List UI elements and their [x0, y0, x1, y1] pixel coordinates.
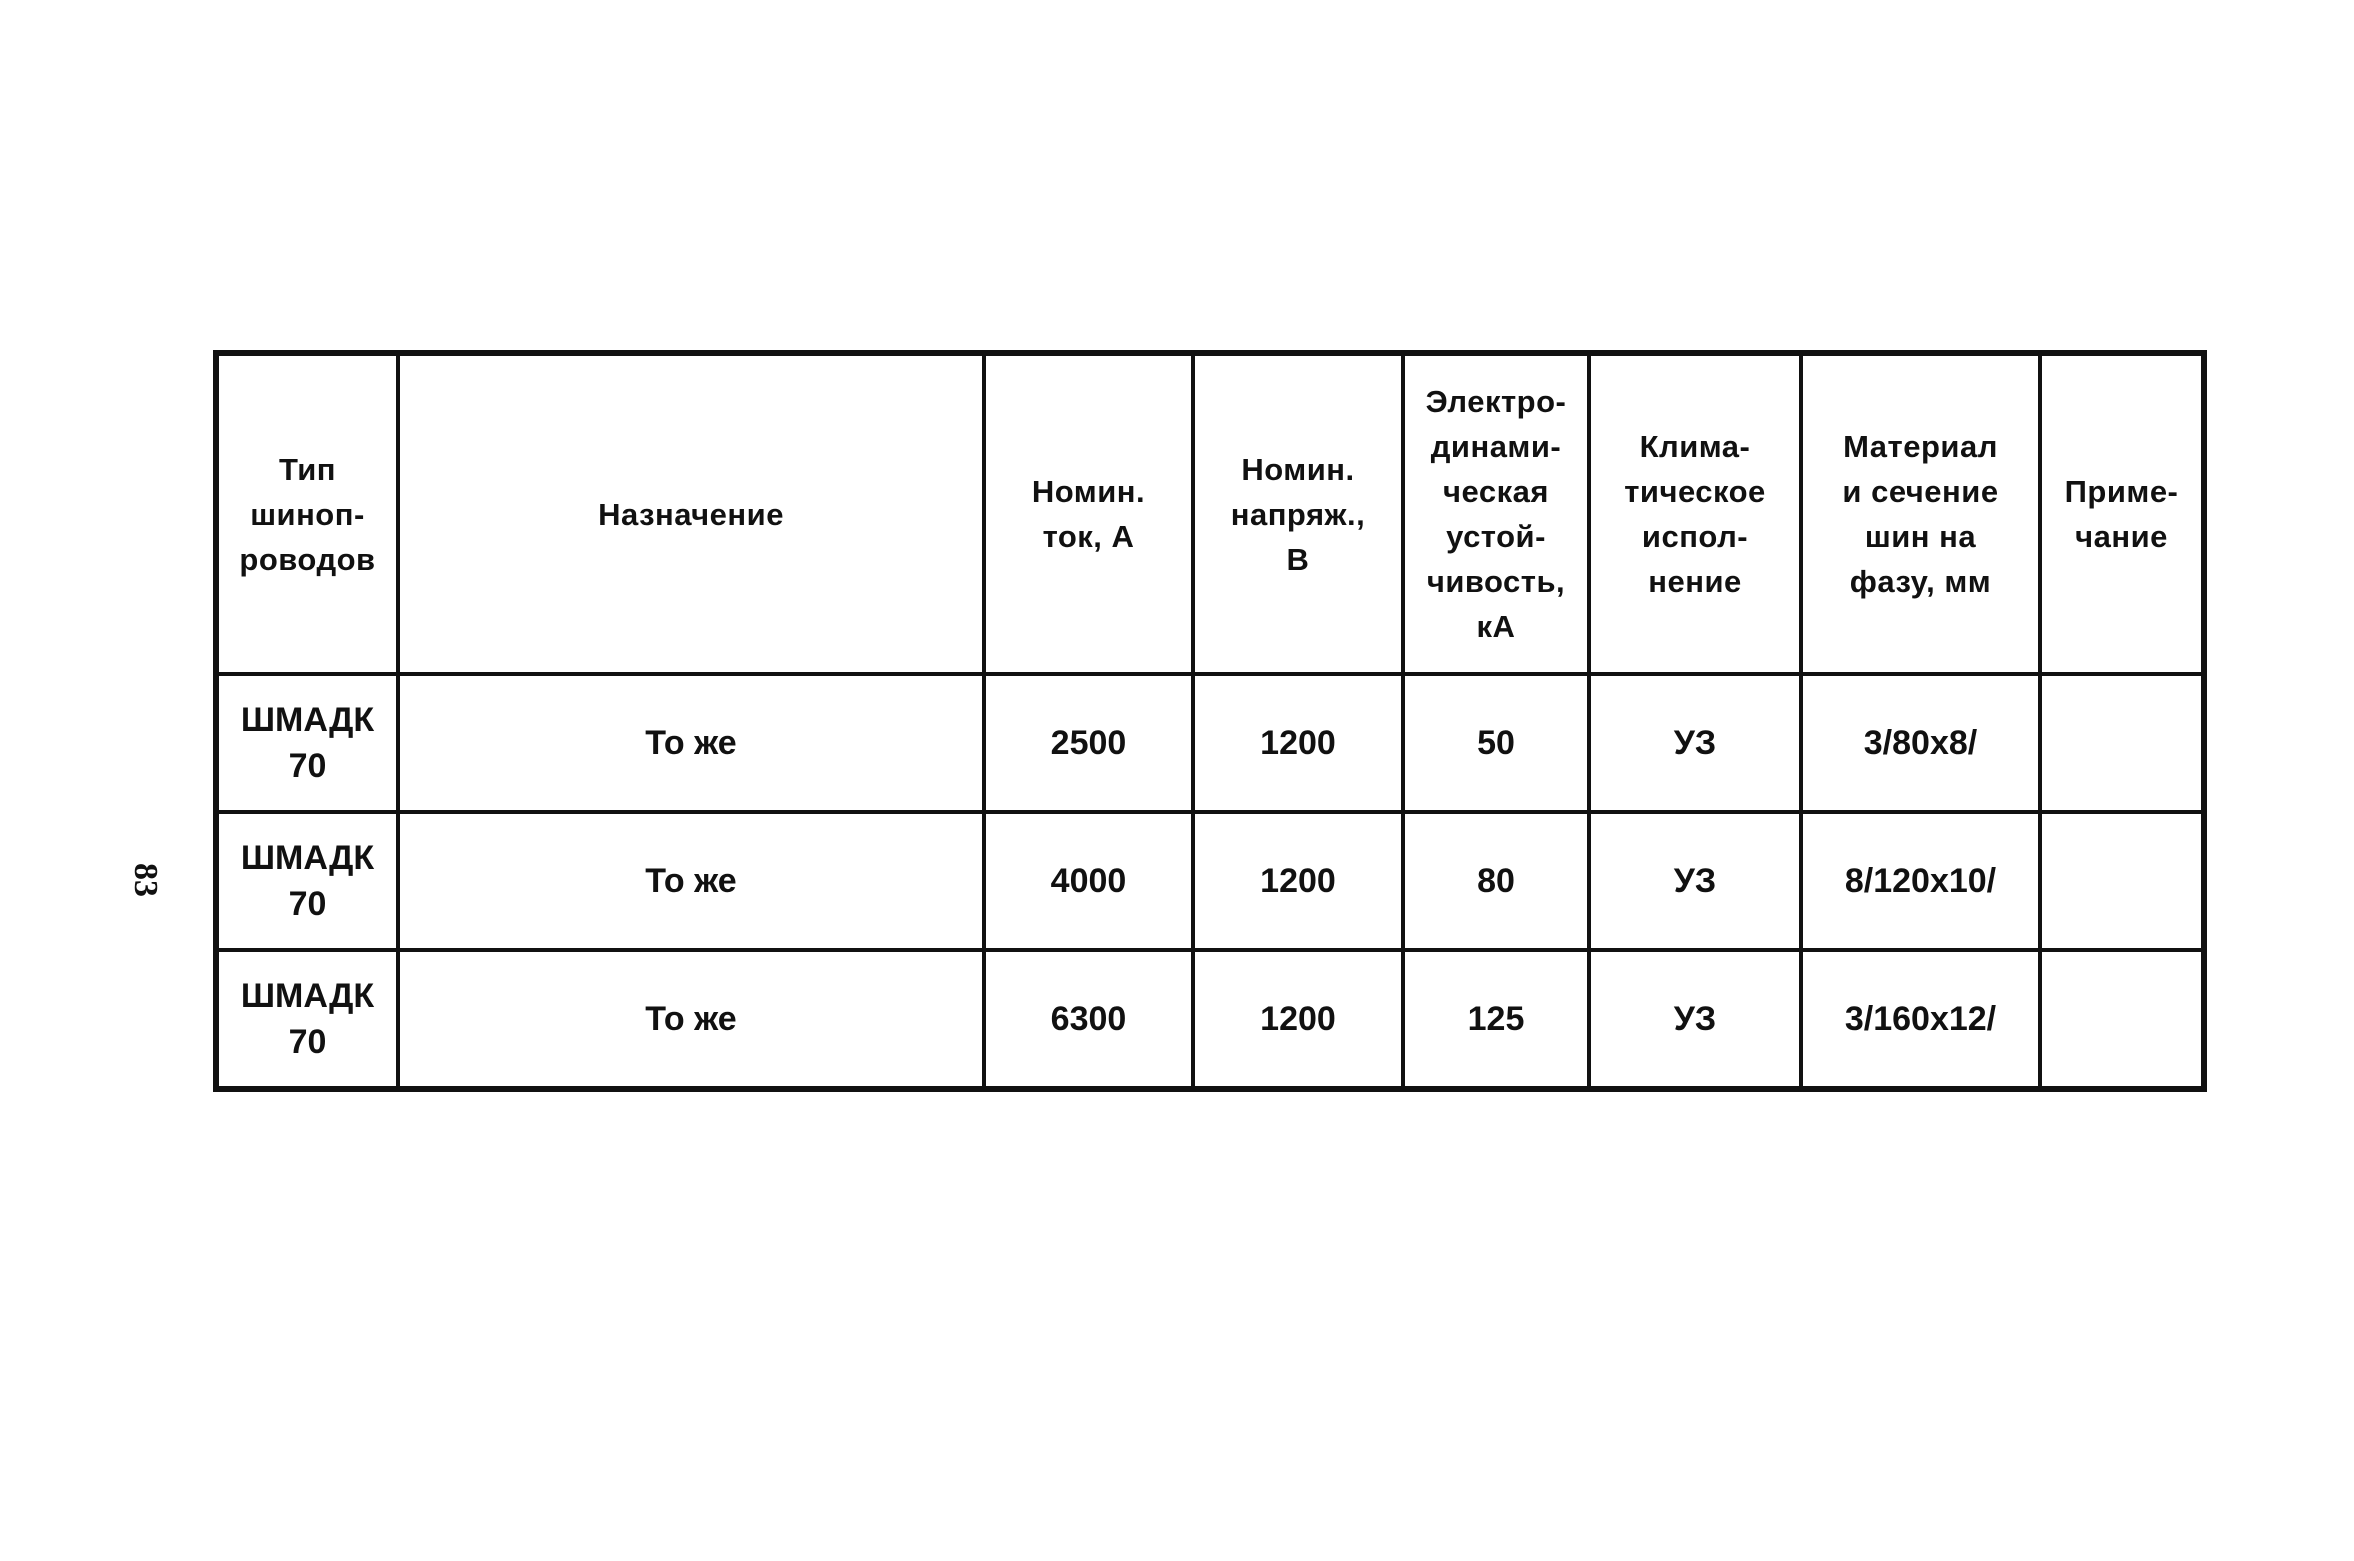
header-note: Приме- чание	[2040, 353, 2204, 674]
cell-purpose: То же	[398, 812, 984, 950]
cell-bus-material: 8/120x10/	[1801, 812, 2040, 950]
cell-rated-voltage: 1200	[1193, 812, 1403, 950]
cell-note	[2040, 950, 2204, 1089]
cell-climatic-version: УЗ	[1589, 674, 1801, 812]
cell-busway-type: ШМАДК 70	[216, 674, 398, 812]
table-row	[216, 674, 2204, 812]
cell-rated-current: 2500	[984, 674, 1193, 812]
header-row	[216, 353, 2204, 674]
header-rated-voltage: Номин. напряж., В	[1193, 353, 1403, 674]
cell-bus-material: 3/160x12/	[1801, 950, 2040, 1089]
cell-dynamic-stability: 125	[1403, 950, 1589, 1089]
cell-climatic-version: УЗ	[1589, 950, 1801, 1089]
cell-climatic-version: УЗ	[1589, 812, 1801, 950]
header-dynamic-stability: Электро- динами- ческая устой- чивость, кА	[1403, 353, 1589, 674]
cell-busway-type: ШМАДК 70	[216, 812, 398, 950]
header-purpose: Назначение	[398, 353, 984, 674]
table-row	[216, 812, 2204, 950]
header-climatic-version: Клима- тическое испол- нение	[1589, 353, 1801, 674]
cell-rated-voltage: 1200	[1193, 674, 1403, 812]
cell-bus-material: 3/80x8/	[1801, 674, 2040, 812]
header-busway-type: Тип шиноп- роводов	[216, 353, 398, 674]
header-rated-current: Номин. ток, А	[984, 353, 1193, 674]
page-number: 83	[127, 863, 164, 897]
cell-note	[2040, 674, 2204, 812]
cell-purpose: То же	[398, 674, 984, 812]
cell-note	[2040, 812, 2204, 950]
table-row	[216, 950, 2204, 1089]
busway-spec-table	[213, 350, 2207, 1092]
cell-rated-voltage: 1200	[1193, 950, 1403, 1089]
cell-rated-current: 6300	[984, 950, 1193, 1089]
cell-purpose: То же	[398, 950, 984, 1089]
cell-dynamic-stability: 80	[1403, 812, 1589, 950]
cell-dynamic-stability: 50	[1403, 674, 1589, 812]
cell-rated-current: 4000	[984, 812, 1193, 950]
cell-busway-type: ШМАДК 70	[216, 950, 398, 1089]
header-bus-material: Материал и сечение шин на фазу, мм	[1801, 353, 2040, 674]
